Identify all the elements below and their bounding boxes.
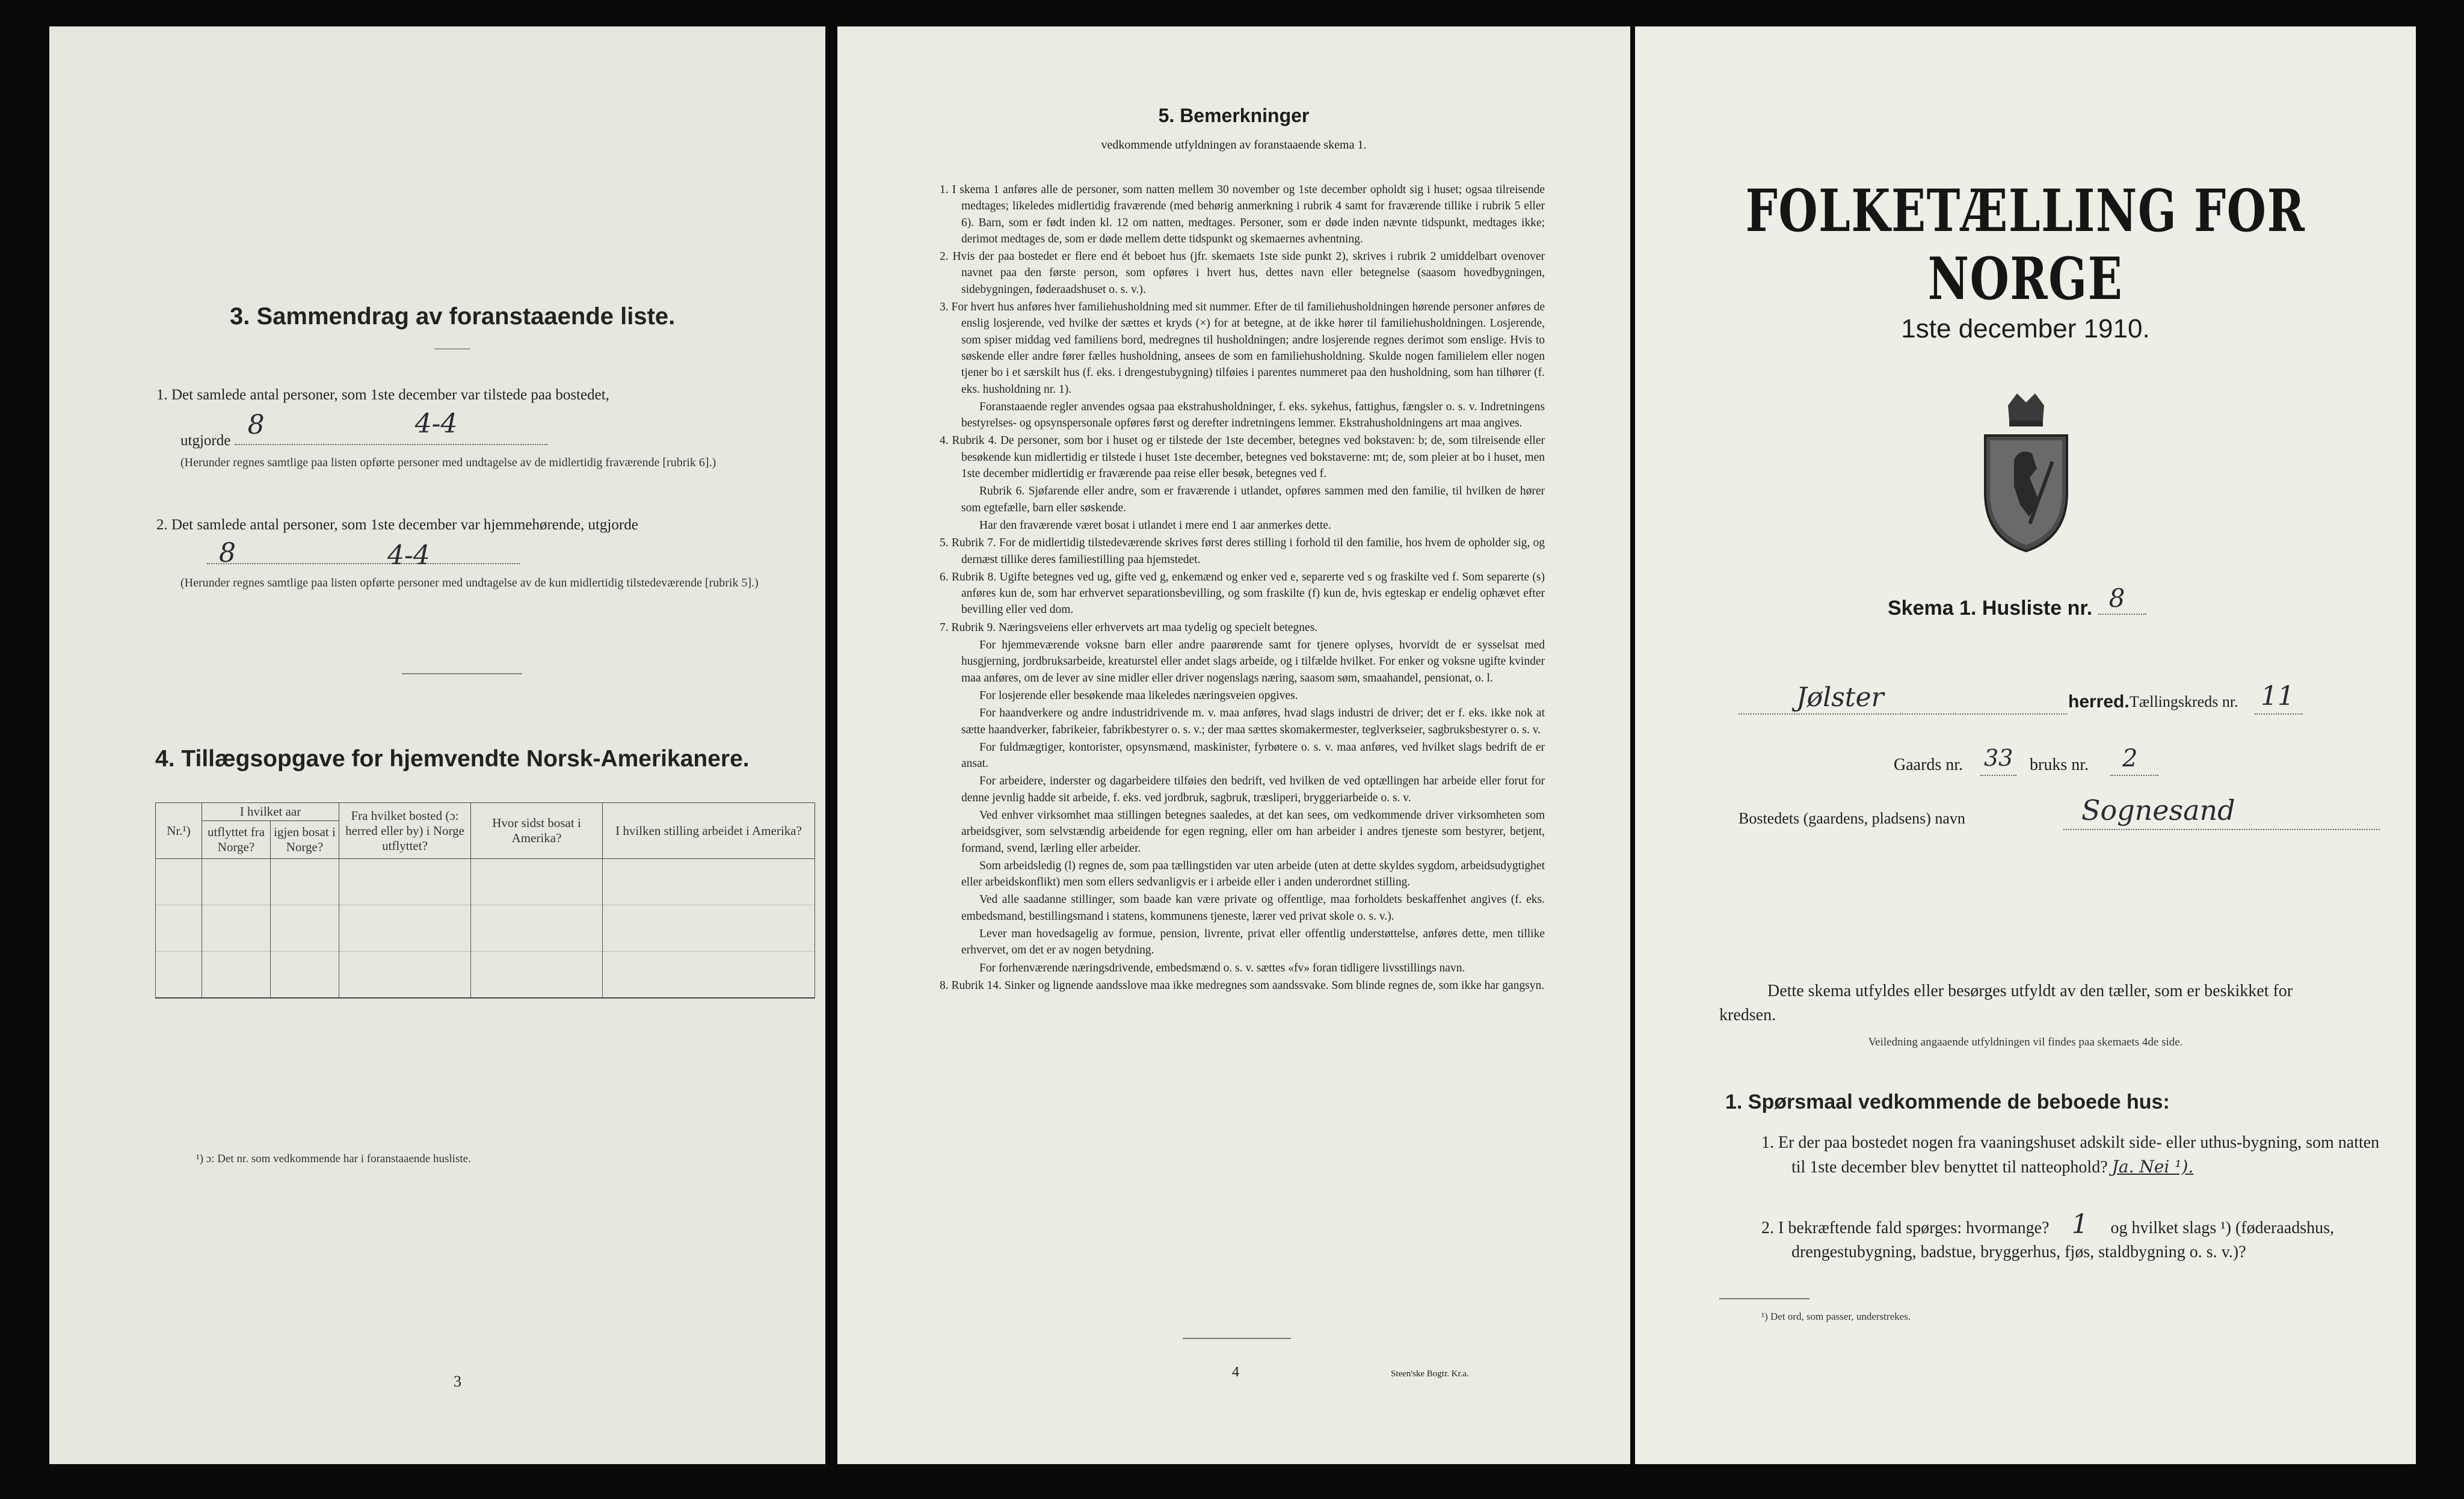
section4-title: 4. Tillægsopgave for hjemvendte Norsk-Amerikanere. xyxy=(155,746,750,772)
item2-handwritten: 4-4 xyxy=(387,540,430,571)
gaards-line xyxy=(1894,745,2315,777)
bosted-value: Sognesand xyxy=(2081,794,2235,826)
item1-note: (Herunder regnes samtlige paa listen opførte personer med undtagelse av de midlertidig fraværende [rubrik 6].) xyxy=(180,456,716,469)
cover-footnote: ¹) Det ord, som passer, understrekes. xyxy=(1761,1311,1911,1322)
page-4 xyxy=(837,26,1630,1464)
item1-utgjorde: utgjorde 8 4-4 xyxy=(180,423,547,451)
question-1-2: 2. I bekræftende fald spørges: hvormange? 1 og hvilket slags ¹) (føderaadshus, drengestubygning, badstue, bryggerhus, fjøs, staldbygning o. s. v.)? xyxy=(1761,1209,2334,1261)
remark-7b: For losjerende eller besøkende maa likeledes næringsveien opgives. xyxy=(979,689,1298,702)
husliste-nr: 8 xyxy=(2108,583,2125,613)
coat-of-arms-icon xyxy=(1972,387,2080,556)
table-row xyxy=(156,859,815,905)
table-row xyxy=(156,905,815,952)
question-1-1: 1. Er der paa bostedet nogen fra vaaningshuset adskilt side- eller uthus-bygning, som natten til 1ste december blev benyttet til natteophold? Ja. Nei ¹). xyxy=(1761,1133,2380,1177)
q1-title: 1. Spørsmaal vedkommende de beboede hus: xyxy=(1725,1091,2170,1113)
census-date: 1ste december 1910. xyxy=(1901,314,2150,343)
remark-7a: For hjemmeværende voksne barn eller andre paarørende samt for tjenere oplyses, hvorvidt de er sysselsat med husgjerning, jordbruksarbeide, kreaturstel eller andet slags arbeide, og i tilfælde hvilket. For enker og voksne ugifte kvinder maa anføres, om de lever av sine midler eller driver nogenslags næring, saasom søm, smaahandel, pensionat, o. l. xyxy=(961,639,1545,685)
remark-4b: Rubrik 6. Sjøfarende eller andre, som er fraværende i utlandet, opføres sammen med den familie, til hvilken de hører som egtefælle, barn eller søskende. xyxy=(961,485,1545,514)
col-utflyttet: utflyttet fra Norge? xyxy=(202,821,271,859)
norsk-amerikanere-table xyxy=(155,802,815,999)
col-stilling: I hvilken stilling arbeidet i Amerika? xyxy=(603,803,815,859)
remark-7g: Som arbeidsledig (l) regnes de, som paa tællingstiden var uten arbeide (uten at dette skyldes sygdom, arbeidsudygtighet eller arbeidskonflikt) men som ellers sedvanligvis er i arbeide eller i anden underordnet stilling. xyxy=(961,859,1545,889)
remark-3: 3. For hvert hus anføres hver familiehusholdning med sit nummer. Efter de til familiehusholdningen hørende personer anføres de enslig losjerende, ved hvilke der sættes et kryds (×) for at betegne, at de ikke hører til familiehusholdningen. Losjerende, som spiser middag ved familiens bord, medregnes til husholdningen; andre losjerende regnes derimot som enslige. Hvis to søskende eller andre fører fælles husholdning, ansees de som en familiehusholdning. Skulde nogen familielem eller nogen tjener bo i et særskilt hus (f. eks. i drengestubygning) tilføies i parentes nummeret paa den husholdning, som han tilhører (f. eks. husholdning nr. 1). xyxy=(940,301,1545,396)
remark-5: 5. Rubrik 7. For de midlertidig tilstedeværende skrives først deres stilling i forhold til den familie, hos hvem de opholder sig, og dernæst tillike deres familiestilling paa hjemstedet. xyxy=(940,537,1545,566)
col-amerika-bosat: Hvor sidst bosat i Amerika? xyxy=(471,803,603,859)
remark-7c: For haandverkere og andre industridrivende m. v. maa anføres, hvad slags industri de driver; det er f. eks. ikke nok at sætte haandverker, fabrikeier, fabrikbestyrer o. s. v.; der maa sættes skomakermester, teglverkseier, sagbruksbestyrer o. s. v. xyxy=(961,707,1545,736)
remark-4: 4. Rubrik 4. De personer, som bor i huset og er tilstede der 1ste december, betegnes ved bokstaven: b; de, som tilreisende eller besøkende kun midlertidig er tilstede i huset 1ste december, betegnes ved bokstaverne: mt; de, som pleier at bo i huset, men 1ste december midlertidig er fraværende paa reise eller besøk, betegnes ved f. xyxy=(940,434,1545,481)
herred-label: herred. xyxy=(2068,692,2130,712)
remark-3b: Foranstaaende regler anvendes ogsaa paa ekstrahusholdninger, f. eks. sykehus, fattighus, fængsler o. s. v. Indretningens bestyrelses- og opsynspersonale opføres først og derefter indretningens lemmer. Ekstrahusholdningens art maa angives. xyxy=(961,400,1545,430)
col-bosted: Fra hvilket bosted (ɔ: herred eller by) i Norge utflyttet? xyxy=(339,803,471,859)
printer-credit: Steen'ske Bogtr. Kr.a. xyxy=(1391,1369,1469,1379)
item2-value: 8 xyxy=(219,538,236,568)
remark-8: 8. Rubrik 14. Sinker og lignende aandsslove maa ikke medregnes som aandssvake. Som blinde regnes de, som ikke har gangsyn. xyxy=(940,979,1545,992)
remarks-title: 5. Bemerkninger xyxy=(1158,105,1310,126)
page-number-3: 3 xyxy=(454,1373,461,1390)
remark-7f: Ved enhver virksomhet maa stillingen betegnes saaledes, at det kan sees, om vedkommende driver virksomheten som arbeidsgiver, som selvstændig arbeidende for egen regning, eller om han arbeider i andres tjeneste som bestyrer, betjent, formand, svend, lærling eller arbeider. xyxy=(961,808,1545,855)
item1-value: 8 xyxy=(247,410,265,440)
page-3 xyxy=(49,26,825,1464)
remarks-body xyxy=(940,182,1545,995)
veiledning-note: Veiledning angaaende utfyldningen vil findes paa skemaets 4de side. xyxy=(1868,1036,2183,1048)
section4-footnote: ¹) ɔ: Det nr. som vedkommende har i foranstaaende husliste. xyxy=(196,1153,471,1165)
remark-7: 7. Rubrik 9. Næringsveiens eller erhvervets art maa tydelig og specielt betegnes. xyxy=(940,621,1318,634)
col-group-aar: I hvilket aar xyxy=(202,803,339,821)
table-row xyxy=(156,952,815,999)
remark-7i: Lever man hovedsagelig av formue, pension, livrente, privat eller offentlig understøttelse, anføres dette, men tillike erhvervet, om det er av nogen betydning. xyxy=(961,928,1545,957)
remarks-subtitle: vedkommende utfyldningen av foranstaaende skema 1. xyxy=(1101,138,1367,152)
item2-note: (Herunder regnes samtlige paa listen opførte personer med undtagelse av de kun midlertidig tilstedeværende [rubrik 5].) xyxy=(180,576,759,589)
item1-handwritten: 4-4 xyxy=(414,408,458,439)
remark-4c: Har den fraværende været bosat i utlandet i mere end 1 aar anmerkes dette. xyxy=(979,519,1331,532)
col-nr: Nr.¹) xyxy=(156,803,202,859)
remark-1: 1. I skema 1 anføres alle de personer, som natten mellem 30 november og 1ste december opholdt sig i huset; ogsaa tilreisende medtages; likeledes midlertidig fraværende (med behørig anmerkning i rubrik 4 samt for fraværende tillike i rubrik 5 eller 6). Barn, som er født inden kl. 12 om natten, medtages. Personer, som er døde inden nævnte tidspunkt, medtages ikke; derimot medtages de, som er døde mellem dette tidspunkt og skemaernes avhentning. xyxy=(940,183,1545,245)
remark-7e: For arbeidere, inderster og dagarbeidere tilføies den bedrift, ved hvilken de ved optællingen har arbeide eller forut for denne jevnlig hadde sit arbeide, f. eks. ved jordbruk, sagbruk, træsliperi, bryggeriarbeide o. s. v. xyxy=(961,775,1545,804)
q1-1-answer: Ja. Nei ¹). xyxy=(2111,1157,2194,1177)
bosted-label: Bostedets (gaardens, pladsens) navn xyxy=(1739,810,1965,827)
bruks-label: bruks nr. xyxy=(2030,756,2089,774)
section3-item1: 1. Det samlede antal personer, som 1ste december var tilstede paa bostedet, xyxy=(156,387,609,403)
page-number-4: 4 xyxy=(1232,1364,1239,1380)
remark-7d: For fuldmægtiger, kontorister, opsynsmænd, maskinister, fyrbøtere o. s. v. maa anføres, ved hvilket slags bedrift de er ansat. xyxy=(961,740,1545,771)
herred-value: Jølster xyxy=(1796,682,1884,713)
bosted-line xyxy=(1739,794,2412,833)
cover-instruction: Dette skema utfyldes eller besørges utfyldt av den tæller, som er beskikket for kredsen. xyxy=(1719,982,2293,1024)
bruks-value: 2 xyxy=(2122,745,2138,772)
gaards-label: Gaards nr. xyxy=(1894,756,1964,774)
kreds-label: Tællingskreds nr. xyxy=(2130,693,2238,710)
q1-2-count: 1 xyxy=(2071,1209,2089,1240)
schema-label: Skema 1. Husliste nr. 8 xyxy=(1888,592,2146,620)
gaards-value: 33 xyxy=(1984,745,2013,771)
kreds-value: 11 xyxy=(2261,681,2294,712)
census-title: FOLKETÆLLING FOR NORGE xyxy=(1745,177,2306,313)
col-igjen-bosat: igjen bosat i Norge? xyxy=(271,821,339,859)
remark-7j: For forhenværende næringsdrivende, embedsmænd o. s. v. sættes «fv» foran tidligere livsstillings navn. xyxy=(979,961,1465,974)
remark-2: 2. Hvis der paa bostedet er flere end ét beboet hus (jfr. skemaets 1ste side punkt 2), skrives i rubrik 2 umiddelbart ovenover navnet paa den første person, som opføres i hvert hus, dettes navn eller betegnelse (saasom hovedbygningen, sidebygningen, føderaadshuset o. s. v.). xyxy=(940,250,1545,296)
section3-title: 3. Sammendrag av foranstaaende liste. xyxy=(230,303,676,330)
remark-6: 6. Rubrik 8. Ugifte betegnes ved ug, gifte ved g, enkemænd og enker ved e, separerte ved s og fraskilte ved f. Som separerte (s) anføres kun de, som har erhvervet separationsbevilling, og som fraskilte (f) kun de, hvis egteskap er endelig ophævet efter bevilling eller ved dom. xyxy=(940,570,1545,617)
section3-item2: 2. Det samlede antal personer, som 1ste december var hjemmehørende, utgjorde xyxy=(156,517,638,533)
page-1-cover xyxy=(1635,26,2416,1464)
remark-7h: Ved alle saadanne stillinger, som baade kan være private og offentlige, maa forholdets beskaffenhet angives (f. eks. embedsmand, bestillingsmand i statens, kommunens tjeneste, lærer ved privat skole o. s. v.). xyxy=(961,893,1545,923)
herred-line xyxy=(1739,681,2412,715)
